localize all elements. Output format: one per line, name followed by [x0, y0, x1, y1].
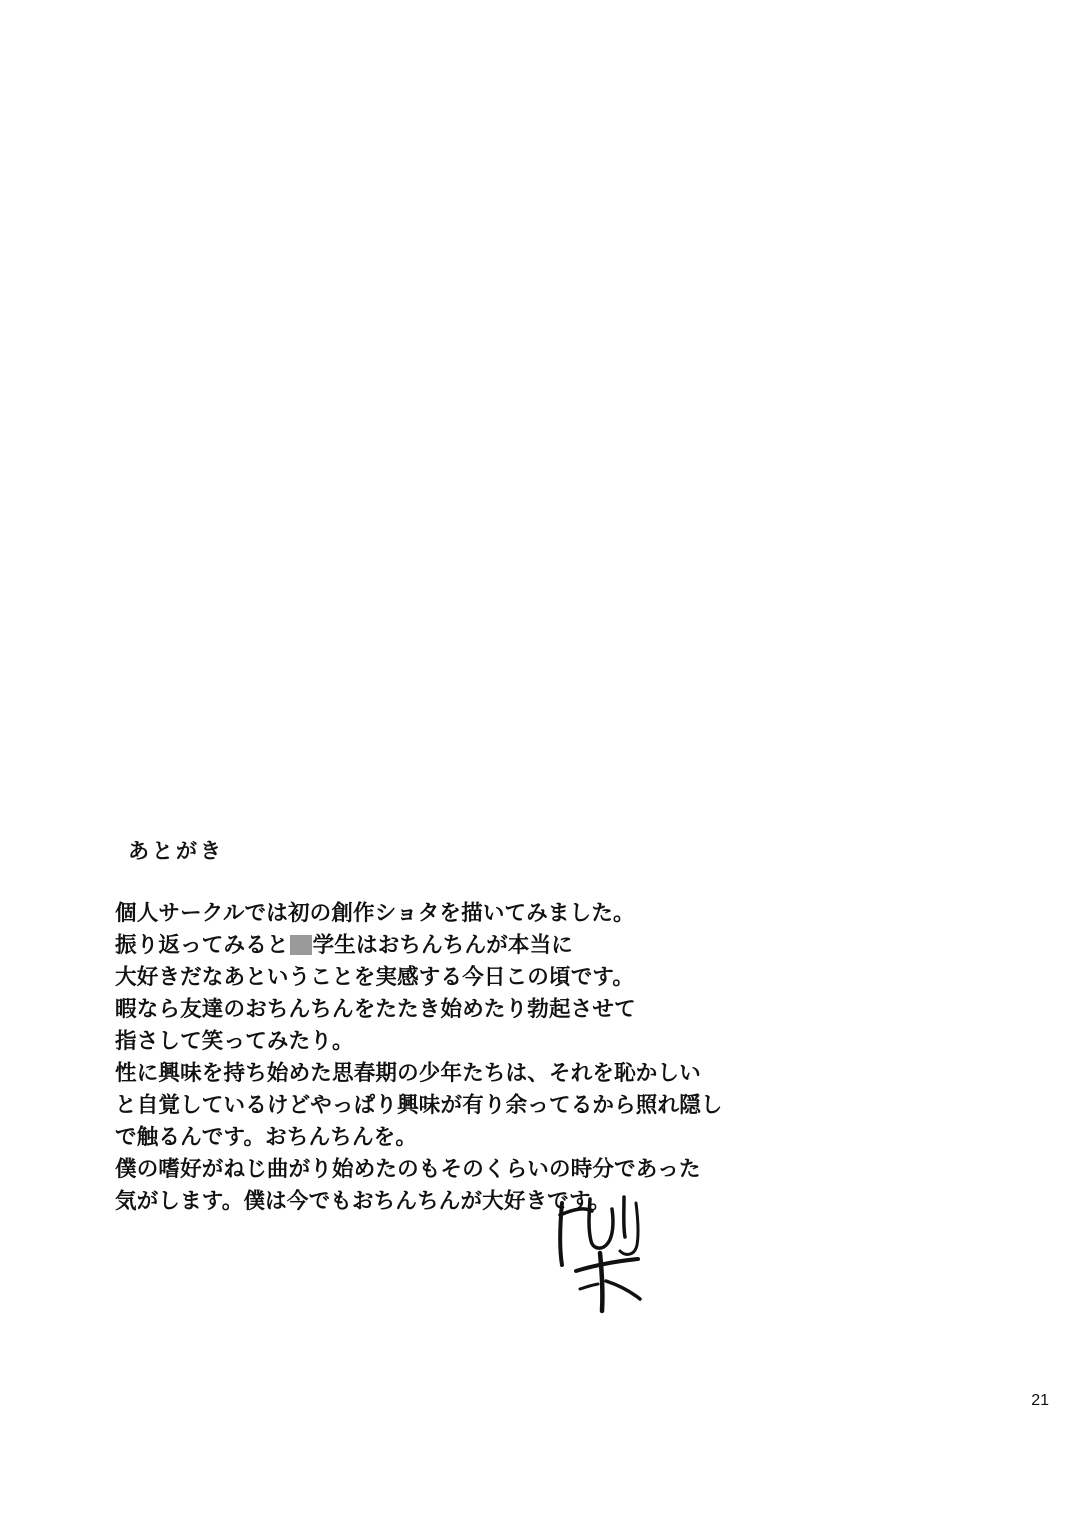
afterword-line-part: 学生はおちんちんが本当に	[312, 933, 574, 958]
afterword-line: 大好きだなあということを実感する今日この頃です。	[115, 965, 635, 990]
afterword-line: 気がします。僕は今でもおちんちんが大好きです。	[115, 1189, 611, 1214]
afterword-line: 僕の嗜好がねじ曲がり始めたのもそのくらいの時分であった	[115, 1157, 701, 1182]
afterword-line: と自覚しているけどやっぱり興味が有り余ってるから照れ隠し	[115, 1093, 723, 1118]
afterword-line: 個人サークルでは初の創作ショタを描いてみました。	[115, 901, 635, 926]
afterword-line: で触るんです。おちんちんを。	[115, 1125, 418, 1150]
afterword-line-part: 振り返ってみると	[115, 933, 289, 958]
afterword-line: 指さして笑ってみたり。	[115, 1029, 354, 1054]
page-number: 21	[1031, 1392, 1049, 1409]
afterword-line: 暇なら友達のおちんちんをたたき始めたり勃起させて	[115, 997, 636, 1022]
afterword-line-redacted	[115, 930, 945, 962]
redaction-box	[290, 935, 312, 955]
afterword-line: 性に興味を持ち始めた思春期の少年たちは、それを恥かしい	[115, 1061, 701, 1086]
afterword-body	[115, 898, 945, 1218]
author-signature-icon	[540, 1185, 700, 1320]
afterword-heading: あとがき	[128, 839, 224, 863]
